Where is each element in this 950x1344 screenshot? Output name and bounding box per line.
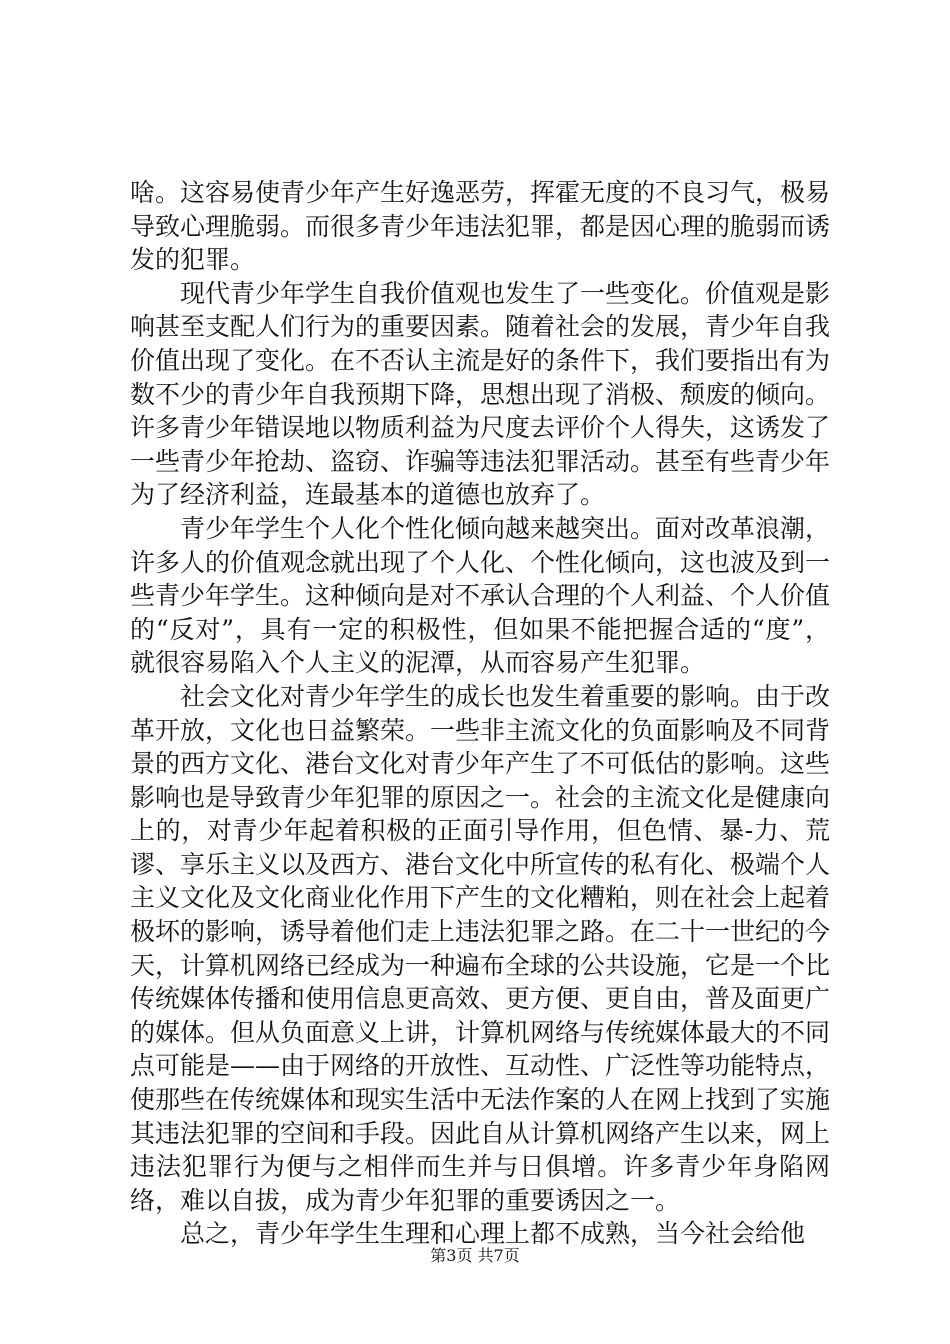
page-footer: 第3页 共7页: [430, 1246, 520, 1265]
body-text: [130, 176, 830, 1251]
paragraph-continuation: 啥。这容易使青少年产生好逸恶劳，挥霍无度的不良习气，极易导致心理脆弱。而很多青少年违法犯罪，都是因心理的脆弱而诱发的犯罪。: [130, 178, 831, 275]
paragraph-social-culture: 社会文化对青少年学生的成长也发生着重要的影响。由于改革开放，文化也日益繁荣。一些非主流文化的负面影响及不同背景的西方文化、港台文化对青少年产生了不可低估的影响。这些影响也是导致青少年犯罪的原因之一。社会的主流文化是健康向上的，对青少年起着积极的正面引导作用，但色情、暴-力、荒谬、享乐主义以及西方、港台文化中所宣传的私有化、极端个人主义文化及文化商业化作用下产生的文化糟粕，则在社会上起着极坏的影响，诱导着他们走上违法犯罪之路。在二十一世纪的今天，计算机网络已经成为一种遍布全球的公共设施，它是一个比传统媒体传播和使用信息更高效、更方便、更自由，普及面更广的媒体。但从负面意义上讲，计算机网络与传统媒体最大的不同点可能是——由于网络的开放性、互动性、广泛性等功能特点，使那些在传统媒体和现实生活中无法作案的人在网上找到了实施其违法犯罪的空间和手段。因此自从计算机网络产生以来，网上违法犯罪行为便与之相伴而生并与日俱增。许多青少年身陷网络，难以自拔，成为青少年犯罪的重要诱因之一。: [130, 681, 831, 1215]
paragraph-individualism: 青少年学生个人化个性化倾向越来越突出。面对改革浪潮，许多人的价值观念就出现了个人化、个性化倾向，这也波及到一些青少年学生。这种倾向是对不承认合理的个人利益、个人价值的“反对”，具有一定的积极性，但如果不能把握合适的“度”，就很容易陷入个人主义的泥潭，从而容易产生犯罪。: [130, 513, 831, 678]
paragraph-conclusion: 总之，青少年学生生理和心理上都不成熟，当今社会给他: [180, 1219, 806, 1249]
paragraph-values: 现代青少年学生自我价值观也发生了一些变化。价值观是影响甚至支配人们行为的重要因素。随着社会的发展，青少年自我价值出现了变化。在不否认主流是好的条件下，我们要指出有为数不少的青少年自我预期下降，思想出现了消极、颓废的倾向。许多青少年错误地以物质利益为尺度去评价个人得失，这诱发了一些青少年抢劫、盗窃、诈骗等违法犯罪活动。甚至有些青少年为了经济利益，连最基本的道德也放弃了。: [130, 278, 831, 510]
